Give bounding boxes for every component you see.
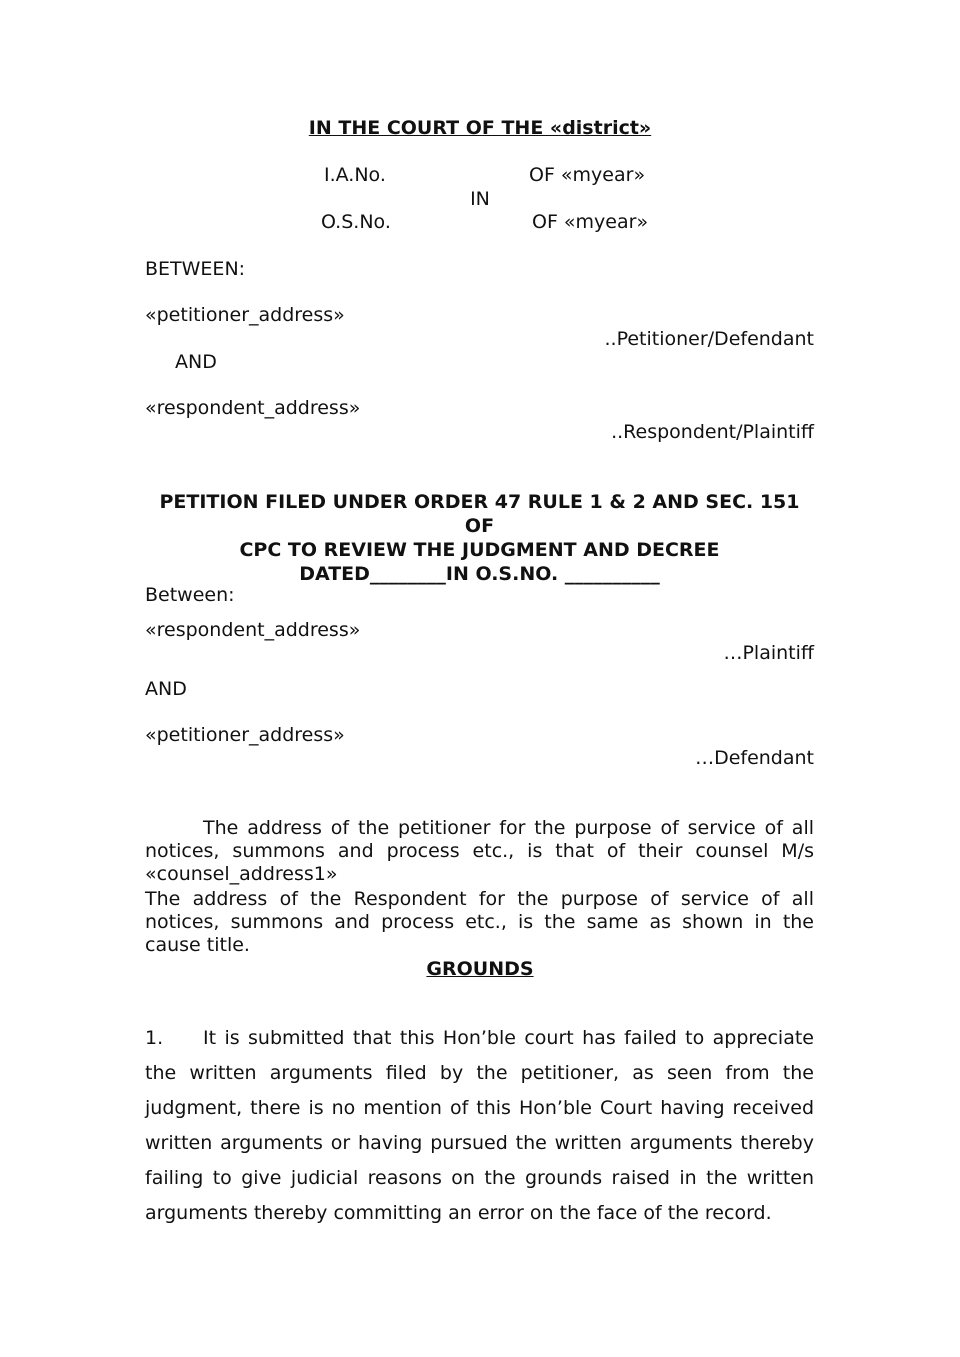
petitioner-service-address-paragraph: The address of the petitioner for the purpose of service of all notices, summons and process etc., is that of their counsel M/s «counsel_address1» (145, 817, 814, 885)
petition-title-line: DATED________IN O.S.NO. __________ (299, 563, 660, 585)
respondent-address: «respondent_address» (145, 397, 361, 419)
petitioner-role: ..Petitioner/Defendant (604, 328, 814, 350)
petition-title-line: CPC TO REVIEW THE JUDGMENT AND DECREE (239, 539, 720, 561)
ground-number: 1. (145, 1027, 164, 1049)
suit-between-heading: Between: (145, 584, 235, 606)
respondent-service-address-paragraph: The address of the Respondent for the purpose of service of all notices, summons and process etc., is the same as shown in the cause title. (145, 888, 814, 956)
between-heading: BETWEEN: (145, 258, 246, 280)
court-heading: IN THE COURT OF THE «district» (308, 117, 652, 139)
os-number-label: O.S.No. (321, 211, 391, 233)
defendant-address: «petitioner_address» (145, 724, 345, 746)
and-separator: AND (175, 351, 217, 373)
grounds-heading: GROUNDS (426, 958, 534, 980)
ia-number-label: I.A.No. (324, 164, 386, 186)
os-year: OF «myear» (532, 211, 649, 233)
ground-text: It is submitted that this Hon’ble court has failed to appreciate the written arguments filed by the petitioner, as seen from the judgment, there is no mention of this Hon’ble Court having received written arguments or having pursued the written arguments thereby failing to give judicial reasons on the grounds raised in the written arguments thereby committing an error on the face of the record. (145, 1027, 814, 1224)
plaintiff-address: «respondent_address» (145, 619, 361, 641)
in-connector: IN (470, 188, 490, 210)
plaintiff-role: …Plaintiff (723, 642, 814, 664)
petition-title (145, 490, 814, 586)
petition-title-line: PETITION FILED UNDER ORDER 47 RULE 1 & 2 AND SEC. 151 OF (159, 491, 800, 537)
respondent-role: ..Respondent/Plaintiff (611, 421, 814, 443)
suit-and-separator: AND (145, 678, 187, 700)
ground-item (145, 1021, 814, 1231)
petitioner-address: «petitioner_address» (145, 304, 345, 326)
ia-year: OF «myear» (529, 164, 646, 186)
defendant-role: …Defendant (695, 747, 814, 769)
